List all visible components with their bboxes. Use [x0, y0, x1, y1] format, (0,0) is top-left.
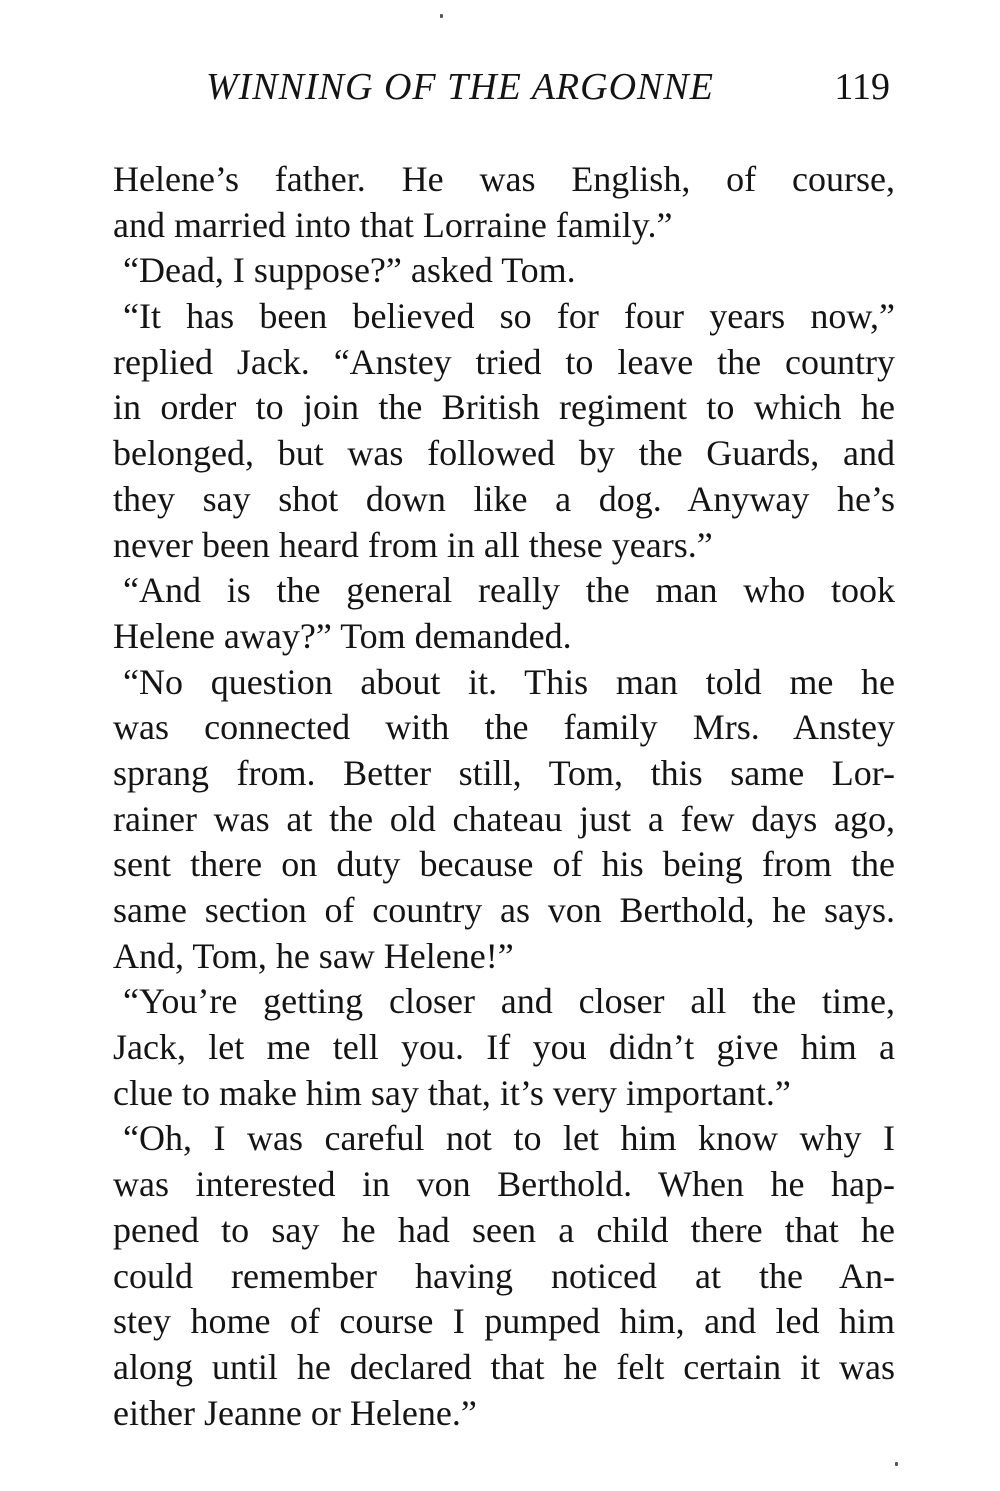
- print-speck: [440, 14, 443, 18]
- text-line: was interested in von Berthold. When he hap-: [113, 1164, 895, 1205]
- text-line: belonged, but was followed by the Guards, and: [113, 433, 895, 474]
- text-line: replied Jack. “Anstey tried to leave the country: [113, 341, 895, 382]
- body-text: [113, 157, 895, 1436]
- text-line: they say shot down like a dog. Anyway he’s: [113, 478, 895, 519]
- text-line: And, Tom, he saw Helene!”: [113, 935, 514, 976]
- running-header: [110, 62, 894, 112]
- text-line: sprang from. Better still, Tom, this same Lor-: [113, 752, 895, 793]
- text-line: along until he declared that he felt certain it was: [113, 1346, 895, 1387]
- text-line: either Jeanne or Helene.”: [113, 1392, 477, 1433]
- print-speck: [895, 1462, 898, 1466]
- text-line: Helene’s father. He was English, of course,: [113, 159, 895, 199]
- text-line: pened to say he had seen a child there that he: [113, 1209, 895, 1250]
- text-line: could remember having noticed at the An-: [113, 1255, 895, 1296]
- text-line: stey home of course I pumped him, and led him: [113, 1301, 895, 1342]
- text-line: Helene away?” Tom demanded.: [113, 615, 572, 656]
- text-line: “Oh, I was careful not to let him know why I: [123, 1118, 895, 1159]
- page-number: 119: [834, 66, 890, 108]
- text-line: rainer was at the old chateau just a few days ago,: [113, 798, 895, 839]
- text-line: never been heard from in all these years.”: [113, 524, 713, 565]
- text-line: “Dead, I suppose?” asked Tom.: [123, 250, 576, 291]
- text-line: was connected with the family Mrs. Anstey: [113, 707, 895, 748]
- text-line: “It has been believed so for four years now,”: [123, 296, 895, 337]
- text-line: in order to join the British regiment to which he: [113, 387, 895, 428]
- text-line: “No question about it. This man told me he: [123, 661, 895, 702]
- text-line: and married into that Lorraine family.”: [113, 204, 673, 245]
- text-line: “And is the general really the man who took: [123, 570, 895, 611]
- text-line: “You’re getting closer and closer all the time,: [123, 981, 895, 1022]
- running-title: WINNING OF THE ARGONNE: [206, 66, 714, 108]
- text-line: sent there on duty because of his being from the: [113, 844, 895, 885]
- text-line: clue to make him say that, it’s very important.”: [113, 1072, 791, 1113]
- text-line: same section of country as von Berthold, he says.: [113, 890, 895, 930]
- text-line: Jack, let me tell you. If you didn’t give him a: [113, 1027, 895, 1068]
